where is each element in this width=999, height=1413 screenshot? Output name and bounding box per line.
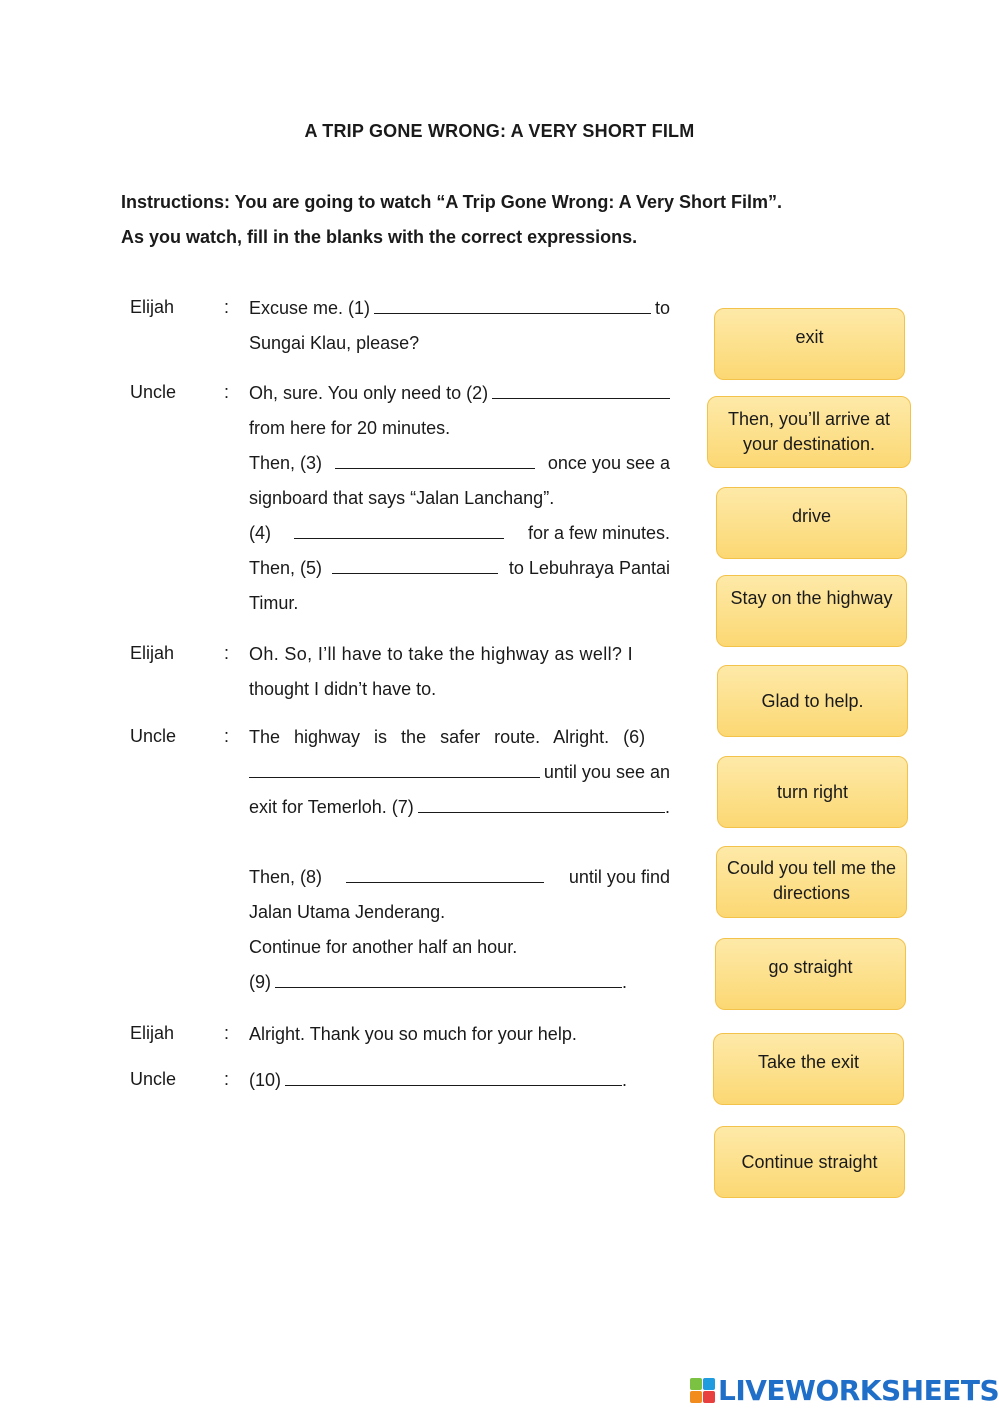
dialogue-line <box>249 866 670 888</box>
dialogue-text: Alright. Thank you so much for your help. <box>249 1024 577 1044</box>
word-box-arrive-destination[interactable]: Then, you’ll arrive at your destination. <box>707 396 911 468</box>
dialogue-line <box>249 592 670 614</box>
dialogue-line <box>249 1069 627 1091</box>
dialogue-line <box>249 726 670 748</box>
dialogue-line <box>249 382 670 404</box>
word-box-continue-straight[interactable]: Continue straight <box>714 1126 905 1198</box>
dialogue-text: . <box>664 797 670 817</box>
dialogue-line <box>249 557 670 579</box>
dialogue-text: exit for Temerloh. (7) <box>249 797 414 817</box>
word-box-exit[interactable]: exit <box>714 308 905 380</box>
word-box-glad-to-help[interactable]: Glad to help. <box>717 665 908 737</box>
dialogue-line <box>249 522 670 544</box>
blank-5[interactable] <box>332 558 498 574</box>
blank-1[interactable] <box>374 298 651 314</box>
dialogue-text: Then, (3) <box>249 453 323 473</box>
blank-6[interactable] <box>249 762 540 778</box>
blank-8[interactable] <box>346 867 544 883</box>
colon: : <box>224 297 230 317</box>
dialogue-line <box>249 487 670 509</box>
dialogue-text: from here for 20 minutes. <box>249 418 451 438</box>
blank-3[interactable] <box>335 453 535 469</box>
instructions-line-2: As you watch, fill in the blanks with the correct expressions. <box>121 227 638 247</box>
dialogue-text: The highway is the safer route. Alright. (6) <box>249 727 646 747</box>
page-title: A TRIP GONE WRONG: A VERY SHORT FILM <box>304 121 695 141</box>
dialogue-text: to <box>654 298 670 318</box>
speaker-elijah: Elijah <box>130 1023 175 1043</box>
liveworksheets-logo-icon <box>690 1378 716 1404</box>
word-box-could-you-tell-me[interactable]: Could you tell me the directions <box>716 846 907 918</box>
dialogue-line <box>249 901 670 923</box>
colon: : <box>224 1069 230 1089</box>
dialogue-text: . <box>621 972 627 992</box>
word-box-take-the-exit[interactable]: Take the exit <box>713 1033 904 1105</box>
speaker-uncle: Uncle <box>130 726 177 746</box>
speaker-elijah: Elijah <box>130 297 175 317</box>
dialogue-line <box>249 678 670 700</box>
dialogue-text: Jalan Utama Jenderang. <box>249 902 446 922</box>
liveworksheets-logo[interactable] <box>690 1374 999 1407</box>
dialogue-line <box>249 643 670 665</box>
blank-9[interactable] <box>275 972 622 988</box>
speaker-uncle: Uncle <box>130 382 177 402</box>
dialogue-line <box>249 936 670 958</box>
dialogue-text: . <box>621 1070 627 1090</box>
blank-2[interactable] <box>492 383 670 399</box>
dialogue-text: for a few minutes. <box>527 523 670 543</box>
colon: : <box>224 382 230 402</box>
dialogue-text: Oh. So, I’ll have to take the highway as well? I <box>249 644 633 664</box>
dialogue-text: once you see a <box>547 453 670 473</box>
speaker-elijah: Elijah <box>130 643 175 663</box>
dialogue-text: Continue for another half an hour. <box>249 937 518 957</box>
colon: : <box>224 1023 230 1043</box>
dialogue-text: (9) <box>249 972 271 992</box>
dialogue-text: thought I didn’t have to. <box>249 679 437 699</box>
dialogue-line <box>249 971 627 993</box>
dialogue-line <box>249 452 670 474</box>
dialogue-text: signboard that says “Jalan Lanchang”. <box>249 488 555 508</box>
dialogue-text: to Lebuhraya Pantai <box>508 558 670 578</box>
word-box-stay-on-highway[interactable]: Stay on the highway <box>716 575 907 647</box>
colon: : <box>224 726 230 746</box>
speaker-uncle: Uncle <box>130 1069 177 1089</box>
dialogue-line <box>249 761 670 783</box>
dialogue-text: Excuse me. (1) <box>249 298 371 318</box>
dialogue-text: Then, (8) <box>249 867 323 887</box>
blank-7[interactable] <box>418 797 665 813</box>
dialogue-line <box>249 297 670 319</box>
dialogue-line <box>249 332 670 354</box>
dialogue-text: (10) <box>249 1070 282 1090</box>
colon: : <box>224 643 230 663</box>
word-box-go-straight[interactable]: go straight <box>715 938 906 1010</box>
dialogue-line <box>249 417 670 439</box>
logo-text: LIVEWORKSHEETS <box>718 1374 999 1407</box>
blank-4[interactable] <box>294 523 504 539</box>
dialogue-line <box>249 1023 670 1045</box>
dialogue-text: Oh, sure. You only need to (2) <box>249 383 489 403</box>
blank-10[interactable] <box>285 1070 622 1086</box>
dialogue-text: until you see an <box>543 762 670 782</box>
word-box-drive[interactable]: drive <box>716 487 907 559</box>
dialogue-text: until you find <box>568 867 670 887</box>
instructions-line-1: Instructions: You are going to watch “A Trip Gone Wrong: A Very Short Film”. <box>121 192 783 212</box>
dialogue-text: Then, (5) <box>249 558 323 578</box>
dialogue-text: Sungai Klau, please? <box>249 333 420 353</box>
dialogue-text: (4) <box>249 523 271 543</box>
dialogue-text: Timur. <box>249 593 299 613</box>
dialogue-line <box>249 796 670 818</box>
word-box-turn-right[interactable]: turn right <box>717 756 908 828</box>
